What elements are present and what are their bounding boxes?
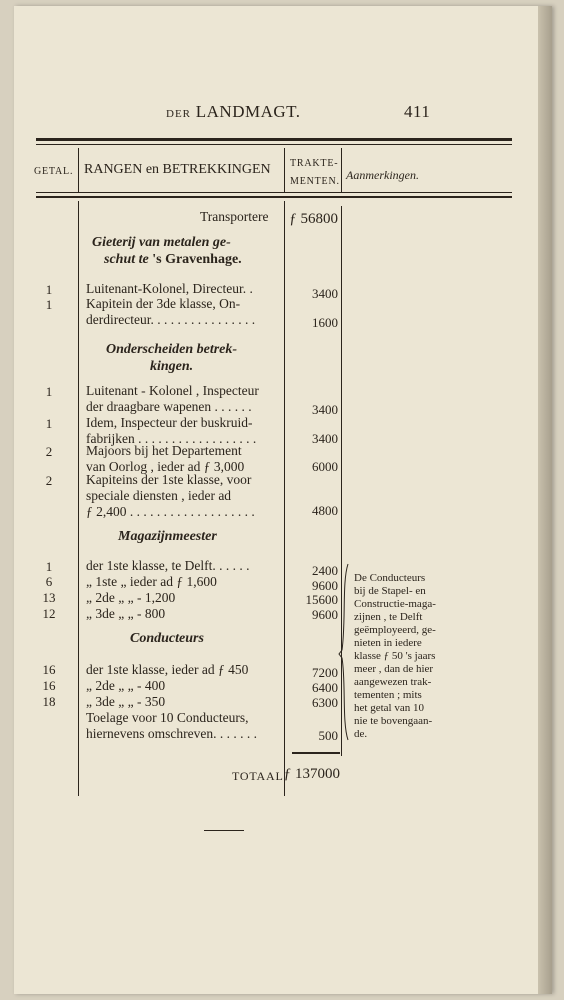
row-text: fabrijken . . . . . . . . . . . . . . . . . . [86,431,257,446]
row-text: „ 3de „ „ - 350 [86,694,166,709]
row-num: 6 [45,574,53,589]
col-aanmerkingen: Aanmerkingen. [346,168,419,182]
row-text: der 1ste klasse, te Delft. . . . . . [86,558,250,573]
row-num: 1 [45,282,53,297]
header-rule-top-thin [36,144,512,145]
vline-rangen [284,201,285,796]
row-text: Kapitein der 3de klasse, On- [86,296,241,311]
page-number: 411 [404,102,431,121]
row-text: derdirecteur. . . . . . . . . . . . . . . . [86,312,256,327]
aanmerking-note [354,572,464,741]
transport-label: Transportere [200,209,269,224]
row-amount: 1600 [312,315,338,330]
row-num: 2 [45,444,53,459]
row-text: Idem, Inspecteur der buskruid- [86,415,253,430]
note-brace [338,562,354,742]
note-line: meer , dan de hier [354,663,434,675]
section-betrekkingen-title-1: Onderscheiden betrek- [106,342,238,357]
note-line: de. [354,728,368,740]
row-text: „ 2de „ „ - 400 [86,678,166,693]
row-num: 1 [45,416,53,431]
header-rule-top [36,138,512,141]
row-num: 2 [45,473,53,488]
row-num: 13 [42,590,56,605]
row-text: ƒ 2,400 . . . . . . . . . . . . . . . . . . . [86,504,255,519]
book-page [14,6,552,994]
col-rangen: RANGEN en BETREKKINGEN [84,162,271,177]
row-amount: 9600 [312,578,338,593]
row-text: Majoors bij het Departement [86,443,242,458]
header-rule-bottom [36,192,512,193]
section-conducteurs-title: Conducteurs [130,631,204,646]
row-text: „ 1ste „ ieder ad ƒ 1,600 [86,574,217,589]
row-amount: 3400 [312,431,338,446]
toelage-text-1: Toelage voor 10 Conducteurs, [86,710,249,725]
vline-getal [78,201,79,796]
row-text: van Oorlog , ieder ad ƒ 3,000 [86,459,245,474]
col-traktementen-2: MENTEN. [290,176,340,187]
header-small: DER [166,108,191,120]
row-text: „ 2de „ „ - 1,200 [86,590,176,605]
row-amount: 9600 [312,607,338,622]
row-amount: 3400 [312,402,338,417]
row-num: 1 [45,384,53,399]
header-title: LANDMAGT. [195,102,301,121]
toelage-text-2: hiernevens omschreven. . . . . . . [86,726,257,741]
row-text: der draagbare wapenen . . . . . . [86,399,252,414]
row-amount: 7200 [312,665,338,680]
note-line: Constructie-maga- [354,598,436,610]
note-line: bij de Stapel- en [354,585,426,597]
note-line: klasse ƒ 50 's jaars [354,650,436,662]
note-line: aangewezen trak- [354,676,432,688]
row-amount: 6000 [312,459,338,474]
row-num: 1 [45,297,53,312]
transport-amount: ƒ 56800 [289,211,338,227]
row-num: 18 [42,694,56,709]
row-text: Luitenant - Kolonel , Inspecteur [86,383,259,398]
header-rule-bottom-thick [36,196,512,198]
section-gieterij-title-2b: 's Gravenhage. [152,252,242,267]
vline-header-2 [284,148,285,192]
row-amount: 6300 [312,695,338,710]
row-text: Luitenant-Kolonel, Directeur. . [86,281,253,296]
section-magazijnmeester-title: Magazijnmeester [118,529,217,544]
row-text: speciale diensten , ieder ad [86,488,232,503]
row-amount: 3400 [312,286,338,301]
row-num: 16 [42,662,56,677]
note-line: het getal van 10 [354,702,424,714]
row-num: 16 [42,678,56,693]
totaal-label: TOTAAL [232,769,284,783]
row-text: der 1ste klasse, ieder ad ƒ 450 [86,662,249,677]
total-rule [292,752,340,754]
row-text: „ 3de „ „ - 800 [86,606,166,621]
toelage-amount: 500 [318,728,338,743]
row-amount: 4800 [312,503,338,518]
row-amount: 6400 [312,680,338,695]
row-amount: 2400 [312,563,338,578]
note-line: nie te bovengaan- [354,715,433,727]
row-text: Kapiteins der 1ste klasse, voor [86,472,252,487]
col-traktementen-1: TRAKTE- [290,158,339,169]
section-gieterij-title-1: Gieterij van metalen ge- [92,235,231,250]
row-num: 1 [45,559,53,574]
section-gieterij-title-2a: schut te [104,252,149,267]
note-line: geëmployeerd, ge- [354,624,436,636]
note-line: nieten in iedere [354,637,422,649]
bottom-short-rule [204,830,244,831]
running-header [166,102,301,122]
section-gieterij-title-2 [104,252,242,268]
vline-header-3 [341,148,342,192]
totaal-amount: ƒ 137000 [283,766,340,782]
row-num: 12 [42,606,56,621]
section-betrekkingen-title-2: kingen. [150,359,194,374]
page-edge [538,6,552,994]
note-line: tementen ; mits [354,689,422,701]
row-amount: 15600 [305,592,338,607]
vline-header-1 [78,148,79,192]
col-getal: GETAL. [34,166,74,177]
note-line: De Conducteurs [354,572,426,584]
note-line: zijnen , te Delft [354,611,423,623]
